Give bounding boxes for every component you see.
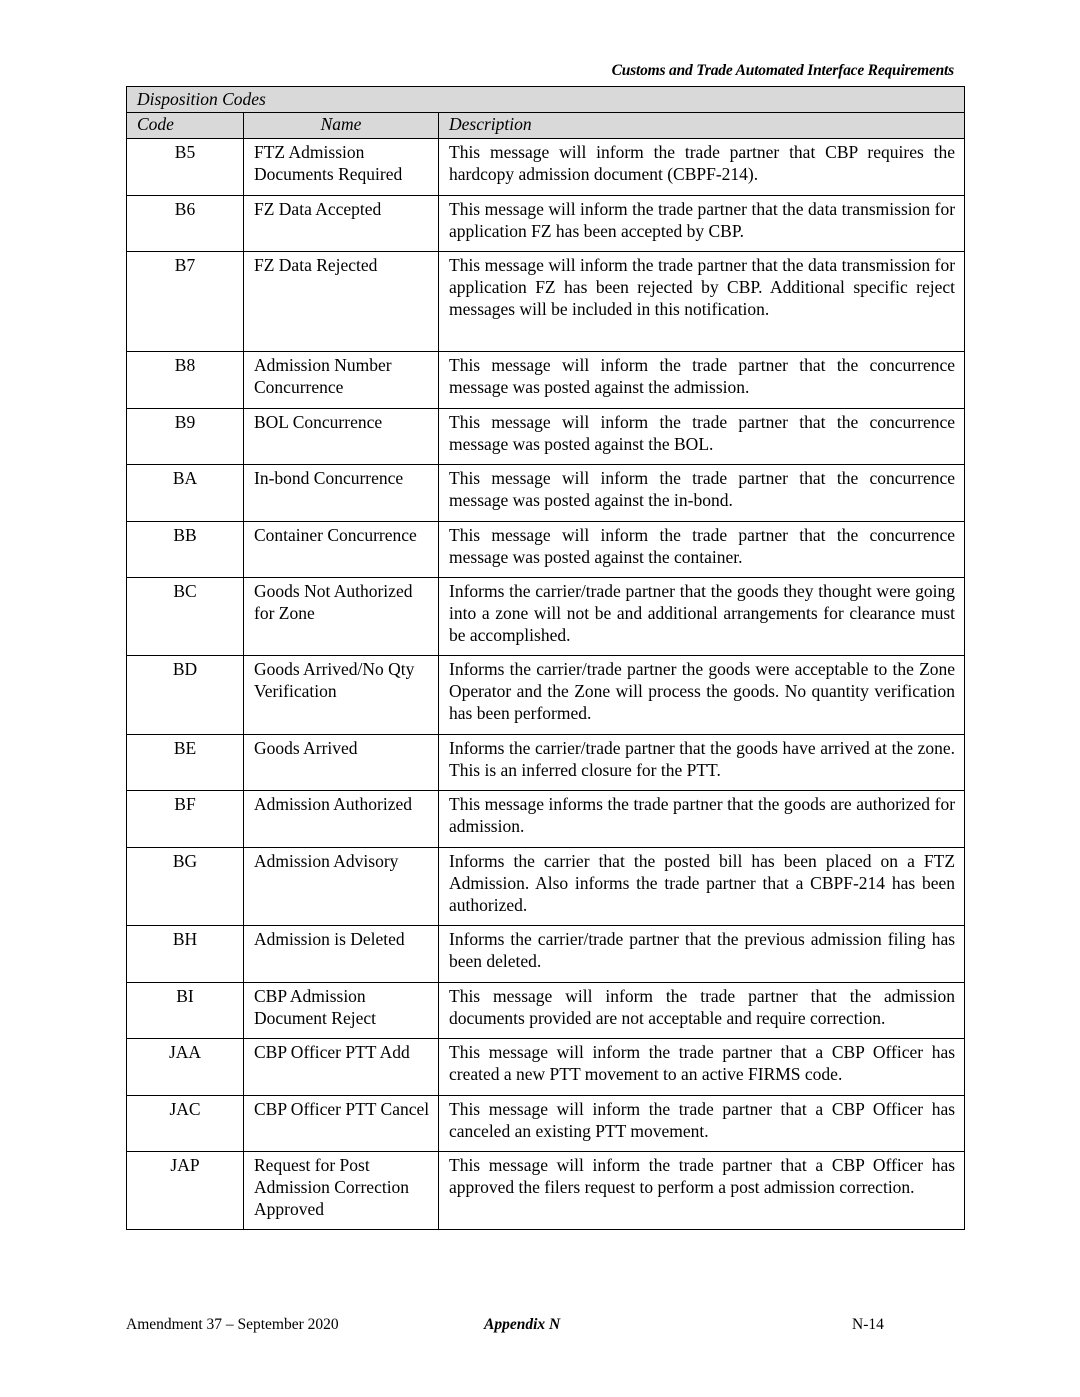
row-description: This message will inform the trade partner that the data transmission for application FZ has been accepted by CBP. bbox=[439, 196, 965, 252]
row-description: Informs the carrier/trade partner that the previous admission filing has been deleted. bbox=[439, 926, 965, 983]
row-code: BH bbox=[127, 926, 244, 983]
table-row bbox=[127, 522, 965, 578]
row-name: Container Concurrence bbox=[244, 522, 439, 578]
row-code: JAP bbox=[127, 1152, 244, 1230]
row-name: In-bond Concurrence bbox=[244, 465, 439, 522]
row-description: Informs the carrier that the posted bill has been placed on a FTZ Admission. Also informs the trade partner that a CBPF-214 has been authorized. bbox=[439, 848, 965, 926]
row-description: Informs the carrier/trade partner that the goods they thought were going into a zone will not be and additional arrangements for clearance must be accomplished. bbox=[439, 578, 965, 656]
row-code: BE bbox=[127, 735, 244, 791]
table-row bbox=[127, 252, 965, 352]
row-code: BC bbox=[127, 578, 244, 656]
row-description: This message informs the trade partner that the goods are authorized for admission. bbox=[439, 791, 965, 848]
row-description: This message will inform the trade partner that the concurrence message was posted against the container. bbox=[439, 522, 965, 578]
footer-page-number: N-14 bbox=[852, 1316, 884, 1333]
row-name: BOL Concurrence bbox=[244, 409, 439, 465]
row-description: Informs the carrier/trade partner that the goods have arrived at the zone. This is an inferred closure for the PTT. bbox=[439, 735, 965, 791]
running-header: Customs and Trade Automated Interface Requirements bbox=[611, 62, 954, 79]
table-row bbox=[127, 465, 965, 522]
table-row bbox=[127, 656, 965, 735]
row-description: This message will inform the trade partner that CBP requires the hardcopy admission document (CBPF-214). bbox=[439, 139, 965, 196]
table-row bbox=[127, 1096, 965, 1152]
row-name: CBP Officer PTT Add bbox=[244, 1039, 439, 1096]
row-code: BI bbox=[127, 983, 244, 1039]
footer-appendix: Appendix N bbox=[484, 1316, 561, 1333]
row-name: Goods Not Authorized for Zone bbox=[244, 578, 439, 656]
table-row bbox=[127, 139, 965, 196]
table-title: Disposition Codes bbox=[127, 87, 965, 113]
table-row bbox=[127, 409, 965, 465]
table-row bbox=[127, 1039, 965, 1096]
row-name: FZ Data Accepted bbox=[244, 196, 439, 252]
row-description: This message will inform the trade partner that a CBP Officer has canceled an existing PTT movement. bbox=[439, 1096, 965, 1152]
row-name: Goods Arrived/No Qty Verification bbox=[244, 656, 439, 735]
row-name: FZ Data Rejected bbox=[244, 252, 439, 352]
row-code: BB bbox=[127, 522, 244, 578]
table-row bbox=[127, 352, 965, 409]
row-code: B6 bbox=[127, 196, 244, 252]
table-row bbox=[127, 848, 965, 926]
row-code: B7 bbox=[127, 252, 244, 352]
row-name: Request for Post Admission Correction Approved bbox=[244, 1152, 439, 1230]
row-description: This message will inform the trade partner that the concurrence message was posted against the in-bond. bbox=[439, 465, 965, 522]
table-row bbox=[127, 983, 965, 1039]
table-row bbox=[127, 735, 965, 791]
table-title-row bbox=[127, 87, 965, 113]
row-name: Goods Arrived bbox=[244, 735, 439, 791]
table-row bbox=[127, 791, 965, 848]
row-description: This message will inform the trade partner that the data transmission for application FZ has been rejected by CBP. Additional specific reject messages will be included in this notification. bbox=[439, 252, 965, 352]
row-code: B8 bbox=[127, 352, 244, 409]
table-row bbox=[127, 1152, 965, 1230]
table-row bbox=[127, 926, 965, 983]
row-name: CBP Admission Document Reject bbox=[244, 983, 439, 1039]
row-description: Informs the carrier/trade partner the goods were acceptable to the Zone Operator and the Zone will process the goods. No quantity verification has been performed. bbox=[439, 656, 965, 735]
row-description: This message will inform the trade partner that the concurrence message was posted against the admission. bbox=[439, 352, 965, 409]
column-header-description: Description bbox=[439, 113, 965, 139]
column-header-code: Code bbox=[127, 113, 244, 139]
row-code: JAC bbox=[127, 1096, 244, 1152]
footer-amendment: Amendment 37 – September 2020 bbox=[126, 1316, 339, 1333]
row-name: Admission Advisory bbox=[244, 848, 439, 926]
row-code: B9 bbox=[127, 409, 244, 465]
row-code: JAA bbox=[127, 1039, 244, 1096]
table-row bbox=[127, 578, 965, 656]
row-code: BD bbox=[127, 656, 244, 735]
row-name: Admission is Deleted bbox=[244, 926, 439, 983]
row-description: This message will inform the trade partner that a CBP Officer has approved the filers request to perform a post admission correction. bbox=[439, 1152, 965, 1230]
row-name: CBP Officer PTT Cancel bbox=[244, 1096, 439, 1152]
row-name: Admission Authorized bbox=[244, 791, 439, 848]
table-row bbox=[127, 196, 965, 252]
disposition-codes-table bbox=[126, 86, 965, 1230]
row-description: This message will inform the trade partner that the admission documents provided are not acceptable and require correction. bbox=[439, 983, 965, 1039]
row-description: This message will inform the trade partner that the concurrence message was posted against the BOL. bbox=[439, 409, 965, 465]
row-code: BF bbox=[127, 791, 244, 848]
row-code: BG bbox=[127, 848, 244, 926]
row-name: Admission Number Concurrence bbox=[244, 352, 439, 409]
table-header-row bbox=[127, 113, 965, 139]
column-header-name: Name bbox=[244, 113, 439, 139]
row-code: B5 bbox=[127, 139, 244, 196]
row-code: BA bbox=[127, 465, 244, 522]
row-description: This message will inform the trade partner that a CBP Officer has created a new PTT movement to an active FIRMS code. bbox=[439, 1039, 965, 1096]
row-name: FTZ Admission Documents Required bbox=[244, 139, 439, 196]
